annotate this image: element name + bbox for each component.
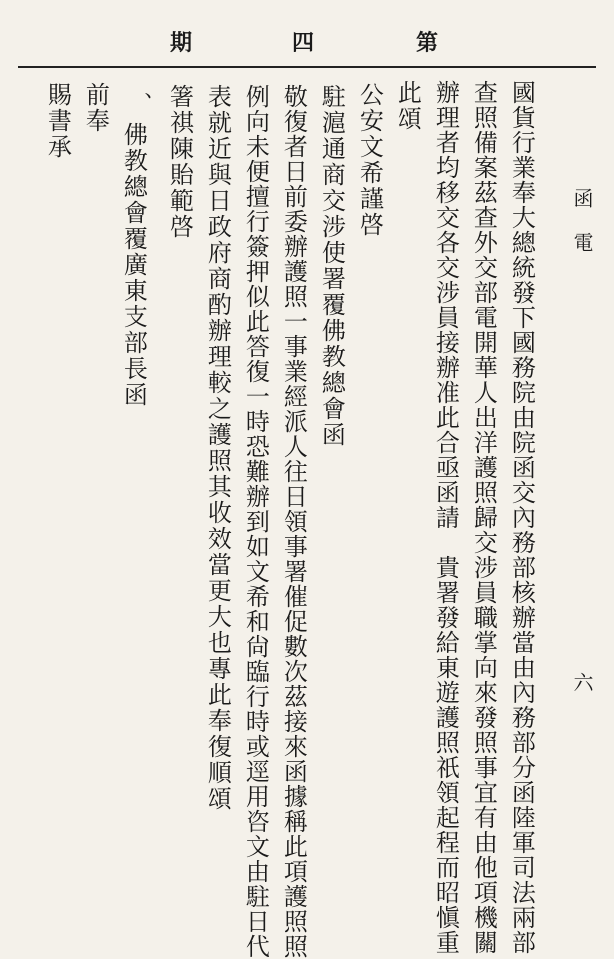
header-issue-char-1: 第 — [416, 30, 439, 56]
letter-heading-2: 佛教總會覆廣東支部長函 — [119, 122, 148, 408]
text-column-2: 查照備案茲查外交部電開華人出洋護照歸交涉員職掌向來發照事宜有由他項機關 — [469, 80, 498, 955]
header-rule — [18, 66, 596, 68]
text-column-8: 例向未便擅行簽押似此答復一時恐難辦到如文希和尙臨行時或逕用咨文由駐日代 — [241, 84, 270, 959]
section-title-char-1: 函 — [570, 188, 594, 208]
text-column-3: 辦理者均移交各交涉員接辦准此合亟函請 貴署發給東遊護照祇領起程而昭愼重 — [431, 80, 460, 955]
text-column-13: 賜書承 — [43, 82, 72, 160]
header-issue-char-3: 期 — [170, 30, 193, 56]
list-mark: 、 — [127, 92, 152, 114]
letter-heading-1: 駐滬通商交涉使署覆佛教總會函 — [317, 84, 346, 448]
text-column-1: 國貨行業奉大總統發下國務院由院函交內務部核辦當由內務部分函陸軍司法兩部 — [507, 80, 536, 955]
text-column-4: 此頌 — [393, 80, 422, 132]
text-column-9: 表就近與日政府商酌辦理較之護照其收效當更大也專此奉復順頌 — [203, 84, 232, 812]
text-column-7: 敬復者日前委辦護照一事業經派人往日領事署催促數次茲接來函據稱此項護照照 — [279, 84, 308, 959]
header-issue-char-2: 四 — [292, 30, 315, 56]
page-number: 六 — [570, 672, 594, 692]
text-column-12: 前奉 — [81, 82, 110, 134]
text-column-5: 公安文希謹啓 — [355, 82, 384, 238]
section-title-char-2: 電 — [570, 232, 594, 252]
text-column-10: 箸祺陳貽範啓 — [165, 84, 194, 240]
